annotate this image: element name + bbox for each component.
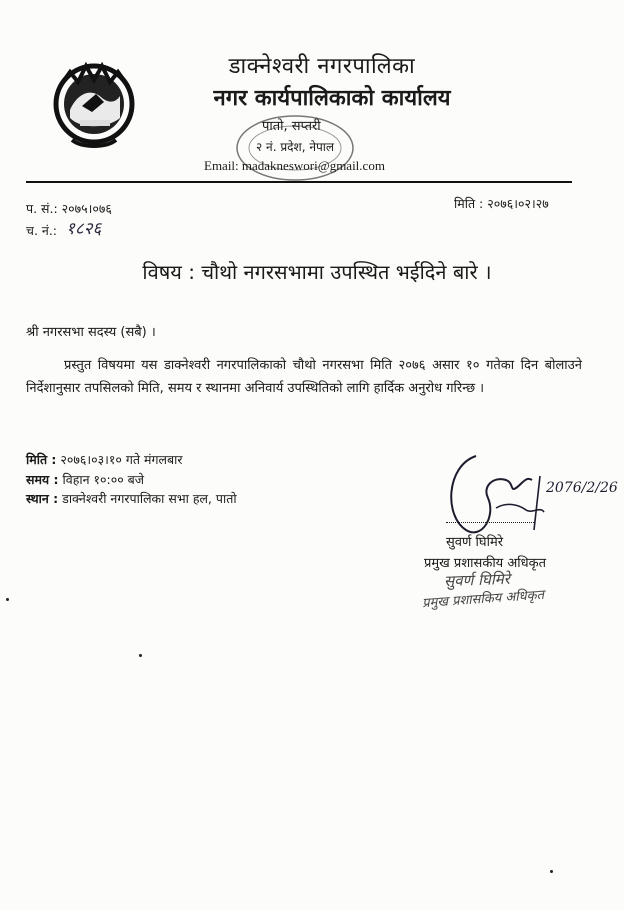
dispatch-number-label: च. नं.: — [26, 223, 58, 238]
meeting-date-label: मिति : — [26, 452, 57, 467]
signature-icon — [436, 446, 618, 546]
office-name: नगर कार्यपालिकाको कार्यालय — [213, 86, 451, 111]
municipality-name: डाक्नेश्वरी नगरपालिका — [228, 54, 416, 79]
letter-number: प. सं.: २०७५।०७६ — [26, 201, 112, 216]
letter-date: मिति : २०७६।०२।२७ — [454, 196, 549, 211]
meeting-place-row — [26, 489, 237, 509]
signatory-name: सुवर्ण घिमिरे — [446, 535, 504, 550]
stamp-designation: प्रमुख प्रशासकिय अधिकृत — [421, 587, 545, 612]
meeting-place-label: स्थान : — [26, 491, 59, 506]
email-address: Email: madakneswori@gmail.com — [204, 158, 385, 173]
dispatch-number-handwritten: १८२६ — [66, 219, 102, 239]
addressee: श्री नगरसभा सदस्य (सबै) । — [26, 325, 156, 340]
header-divider — [26, 181, 572, 183]
meeting-place-value: डाक्नेश्वरी नगरपालिका सभा हल, पातो — [62, 491, 237, 506]
meeting-time-label: समय : — [26, 471, 59, 487]
scan-speck — [6, 598, 9, 601]
subject-line: विषय : चौथो नगरसभामा उपस्थित भईदिने बारे । — [142, 260, 492, 284]
stamp-name: सुवर्ण घिमिरे — [443, 569, 511, 591]
meeting-date-row — [26, 450, 237, 470]
letter-body: प्रस्तुत विषयमा यस डाक्नेश्वरी नगरपालिकाको चौथो नगरसभा मिति २०७६ असार १० गतेका दिन बोलाउने निर्देशानुसार तपसिलको मिति, समय र स्थानमा अनिवार्य उपस्थितिको लागि हार्दिक अनुरोध गरिन्छ । — [26, 358, 582, 396]
meeting-date-value: २०७६।०३।१० गते मंगलबार — [60, 452, 183, 467]
signature-line — [446, 522, 534, 523]
scan-speck — [550, 870, 553, 873]
signature-date: 2076/2/26 — [546, 480, 618, 496]
meeting-time-value: विहान १०:०० बजे — [62, 471, 145, 487]
meeting-time-row — [26, 470, 237, 490]
address-line-1: पातो, सप्तरी — [262, 119, 321, 134]
meeting-details — [26, 450, 237, 509]
scan-speck — [139, 654, 142, 657]
signatory-designation: प्रमुख प्रशासकीय अधिकृत — [424, 556, 547, 571]
address-line-2: २ नं. प्रदेश, नेपाल — [256, 140, 335, 154]
